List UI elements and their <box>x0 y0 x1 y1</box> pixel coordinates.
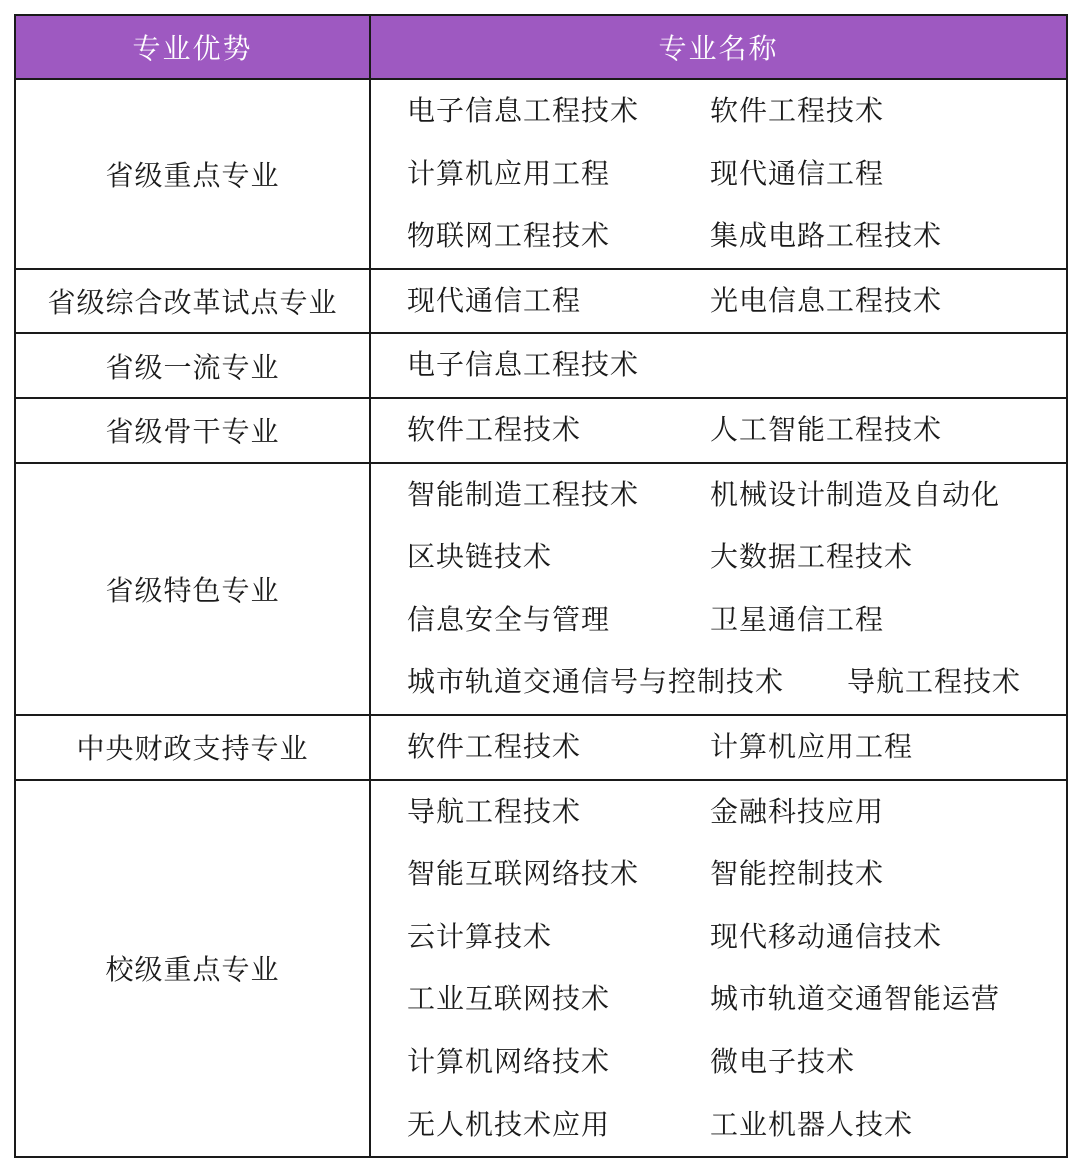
major-name: 卫星通信工程 <box>710 602 885 636</box>
major-name: 现代通信工程 <box>407 283 582 317</box>
major-name: 软件工程技术 <box>710 94 885 127</box>
major-line <box>371 270 1066 333</box>
major-name: 现代移动通信技术 <box>710 919 943 953</box>
major-names-cell <box>370 79 1067 269</box>
table-body <box>15 79 1067 1157</box>
major-line <box>371 968 1066 1031</box>
major-line <box>371 399 1066 462</box>
majors-table <box>14 14 1068 1158</box>
major-name: 导航工程技术 <box>847 665 1022 699</box>
major-name: 集成电路工程技术 <box>710 219 943 253</box>
major-names-cell <box>370 398 1067 463</box>
major-names-cell <box>370 333 1067 398</box>
major-name: 电子信息工程技术 <box>407 348 640 382</box>
category-cell: 省级骨干专业 <box>15 398 370 463</box>
major-line <box>371 589 1066 652</box>
category-cell: 省级特色专业 <box>15 463 370 715</box>
major-name: 智能制造工程技术 <box>407 477 640 511</box>
major-names-cell <box>370 463 1067 715</box>
table-row <box>15 780 1067 1158</box>
major-name: 大数据工程技术 <box>710 540 914 574</box>
major-line <box>371 464 1066 527</box>
category-cell: 省级一流专业 <box>15 333 370 398</box>
major-name: 金融科技应用 <box>710 794 885 828</box>
major-name: 云计算技术 <box>407 919 553 953</box>
majors-table-container <box>14 14 1066 1158</box>
header-major-advantage: 专业优势 <box>15 15 370 79</box>
major-name: 工业机器人技术 <box>710 1107 914 1141</box>
major-name: 智能互联网络技术 <box>407 857 640 891</box>
major-name: 微电子技术 <box>710 1044 856 1078</box>
major-line <box>371 906 1066 969</box>
major-name: 现代通信工程 <box>710 156 885 190</box>
table-row <box>15 398 1067 463</box>
major-name: 无人机技术应用 <box>407 1107 611 1141</box>
major-line <box>371 143 1066 206</box>
major-line <box>371 526 1066 589</box>
major-name: 工业互联网技术 <box>407 982 611 1016</box>
major-line <box>371 80 1066 143</box>
major-name: 人工智能工程技术 <box>710 412 943 446</box>
major-name: 计算机应用工程 <box>407 156 611 190</box>
major-name: 软件工程技术 <box>407 729 582 763</box>
major-line <box>371 334 1066 397</box>
major-line <box>371 781 1066 844</box>
major-line <box>371 1094 1066 1157</box>
major-names-cell <box>370 715 1067 780</box>
header-major-name: 专业名称 <box>370 15 1067 79</box>
major-name: 计算机网络技术 <box>407 1044 611 1078</box>
major-name: 电子信息工程技术 <box>407 94 640 127</box>
major-line <box>371 716 1066 779</box>
major-line <box>371 1031 1066 1094</box>
table-header-row <box>15 15 1067 79</box>
major-name: 计算机应用工程 <box>710 729 914 763</box>
table-row <box>15 269 1067 334</box>
major-name: 区块链技术 <box>407 540 553 574</box>
table-row <box>15 715 1067 780</box>
major-line <box>371 651 1066 714</box>
table-row <box>15 463 1067 715</box>
table-row <box>15 79 1067 269</box>
major-names-cell <box>370 269 1067 334</box>
major-name: 物联网工程技术 <box>407 219 611 253</box>
major-name: 光电信息工程技术 <box>710 283 943 317</box>
major-line <box>371 843 1066 906</box>
category-cell: 中央财政支持专业 <box>15 715 370 780</box>
major-names-cell <box>370 780 1067 1158</box>
major-name: 机械设计制造及自动化 <box>710 477 1001 511</box>
category-cell: 校级重点专业 <box>15 780 370 1158</box>
major-name: 城市轨道交通信号与控制技术 <box>407 665 785 699</box>
category-cell: 省级重点专业 <box>15 79 370 269</box>
major-name: 智能控制技术 <box>710 857 885 891</box>
major-name: 软件工程技术 <box>407 412 582 446</box>
major-name: 信息安全与管理 <box>407 602 611 636</box>
category-cell: 省级综合改革试点专业 <box>15 269 370 334</box>
major-name: 导航工程技术 <box>407 794 582 828</box>
major-name: 城市轨道交通智能运营 <box>710 982 1001 1016</box>
major-line <box>371 205 1066 268</box>
table-row <box>15 333 1067 398</box>
